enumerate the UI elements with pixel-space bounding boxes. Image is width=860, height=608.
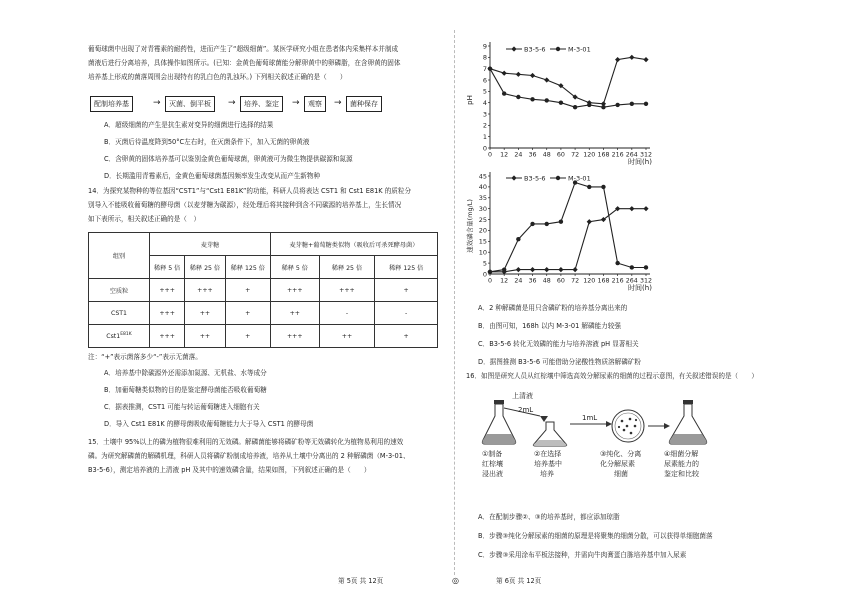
x-tick-label: 12 <box>500 151 509 159</box>
y-tick-label: 7 <box>482 64 487 73</box>
data-point <box>530 73 535 78</box>
data-point <box>545 98 549 102</box>
series-line-M-3-01 <box>490 69 646 108</box>
q16-diagram <box>478 386 718 486</box>
data-point <box>558 267 563 272</box>
x-tick-label: 48 <box>542 277 551 285</box>
row-label-text: Cst1 <box>106 333 121 341</box>
arrow-icon: → <box>334 98 342 108</box>
option: D．长期滥用青霉素后，金黄色葡萄球菌基因频率发生改变从而产生新物种 <box>104 172 321 180</box>
q13-options <box>104 120 353 181</box>
data-point <box>544 267 549 272</box>
q16-options <box>478 512 713 560</box>
row-label <box>89 325 150 348</box>
data-point <box>559 100 563 104</box>
table-cell: +++ <box>270 279 319 302</box>
volume-label-1: 2mL <box>518 406 534 414</box>
option: C．B3-5-6 转化无效磷的能力与培养溶液 pH 显著相关 <box>478 340 639 348</box>
data-point <box>572 267 577 272</box>
stem-line: 15．土壤中 95%以上的磷为植物很难利用的无效磷。解磷菌能够将磷矿粉等无效磷转化为植物易利用的速效 <box>88 438 404 446</box>
table-cell: ++ <box>270 302 319 325</box>
option: A．超级细菌的产生是抗生素对变异的细菌进行选择的结果 <box>104 121 274 129</box>
row-label: 空质粒 <box>89 279 150 302</box>
step-label: 鉴定和比较 <box>664 470 699 478</box>
option: C．含卵黄的固体培养基可以鉴别金黄色葡萄球菌，卵黄液可为微生物提供碳源和氮源 <box>104 155 353 163</box>
y-tick-label: 0 <box>482 144 487 153</box>
legend-label: M-3-01 <box>568 174 591 183</box>
data-point <box>644 265 648 269</box>
data-point <box>516 95 520 99</box>
flask-icon <box>533 422 566 446</box>
data-point <box>587 219 592 224</box>
stem-line: 如下表所示，相关叙述正确的是（ ） <box>88 215 201 223</box>
step-label: 浸出液 <box>482 470 503 478</box>
legend-label: B3-5-6 <box>524 45 546 54</box>
x-tick-label: 36 <box>528 277 537 285</box>
table-header-dilution: 稀释 5 倍 <box>150 256 185 279</box>
option: C．据表推测，CST1 可能与转运葡萄糖进入细胞有关 <box>104 403 260 411</box>
q15-stem <box>88 437 410 475</box>
arrow-head-icon <box>606 421 612 427</box>
table-cell: - <box>375 302 438 325</box>
y-tick-label: 2 <box>482 121 487 130</box>
option: D．据图推测 B3-5-6 可能借助分泌酸性物质溶解磷矿粉 <box>478 358 642 366</box>
x-tick-label: 60 <box>556 277 565 285</box>
data-point <box>502 71 507 76</box>
table-header-maltose: 麦芽糖 <box>150 233 271 256</box>
option: A．培养基中除碳源外还需添加氮源、无机盐、水等成分 <box>104 369 267 377</box>
y-axis-label: 速效磷含量(mg/L) <box>466 199 474 253</box>
series-line-B3-5-6 <box>490 57 646 104</box>
petri-dish-icon <box>612 410 644 442</box>
data-point <box>516 267 521 272</box>
x-tick-label: 60 <box>556 151 565 159</box>
y-tick-label: 40 <box>478 183 487 192</box>
option: A．2 种解磷菌是用只含磷矿粉的培养基分离出来的 <box>478 304 628 312</box>
x-tick-label: 168 <box>597 277 610 285</box>
data-point <box>544 77 549 82</box>
y-tick-label: 10 <box>478 248 487 257</box>
data-point <box>644 102 648 106</box>
flow-step: 灭菌、倒平板 <box>165 96 215 112</box>
y-tick-label: 5 <box>482 259 487 268</box>
data-point <box>629 55 634 60</box>
growth-table <box>88 232 438 348</box>
y-tick-label: 9 <box>482 42 487 51</box>
legend-label: B3-5-6 <box>524 174 546 183</box>
data-point <box>629 206 634 211</box>
arrow-icon: → <box>153 98 161 108</box>
table-row <box>89 325 438 348</box>
step-label: 化分解尿素 <box>600 460 635 468</box>
table-cell: ++ <box>319 325 375 348</box>
x-tick-label: 36 <box>528 151 537 159</box>
y-tick-label: 4 <box>482 98 487 107</box>
x-tick-label: 216 <box>611 277 624 285</box>
x-tick-label: 312 <box>639 151 653 159</box>
x-tick-label: 72 <box>571 151 580 159</box>
x-tick-label: 0 <box>487 151 493 159</box>
table-cell: + <box>375 279 438 302</box>
data-point <box>601 105 605 109</box>
x-tick-label: 0 <box>487 277 493 285</box>
data-point <box>530 267 535 272</box>
flow-step: 菌种保存 <box>346 96 382 112</box>
table-cell: +++ <box>319 279 375 302</box>
y-tick-label: 3 <box>482 110 487 119</box>
y-tick-label: 45 <box>478 172 487 181</box>
table-cell: ++ <box>185 325 225 348</box>
legend-marker <box>511 46 516 51</box>
arrow-icon: → <box>228 98 236 108</box>
option: B．加葡萄糖类似物的目的是鉴定酵母菌能否吸收葡萄糖 <box>104 386 267 394</box>
table-header-maltose-analog: 麦芽糖+葡萄糖类似物（吸收后可杀死酵母菌） <box>270 233 437 256</box>
q14-options <box>104 368 313 429</box>
flow-step: 配制培养基 <box>90 96 133 112</box>
supernatant-label: 上清液 <box>512 392 533 400</box>
table-header-dilution: 稀释 125 倍 <box>375 256 438 279</box>
legend-marker <box>556 47 560 51</box>
x-tick-label: 120 <box>583 277 596 285</box>
table-cell: +++ <box>185 279 225 302</box>
x-tick-label: 12 <box>500 277 509 285</box>
legend-marker <box>511 175 516 180</box>
intro-line: 菌液后进行分离培养，具体操作如图所示。(已知：金黄色葡萄球菌能分解卵黄中的卵磷脂，在含卵黄的固体 <box>88 59 401 67</box>
x-tick-label: 48 <box>542 151 551 159</box>
table-cell: + <box>225 325 270 348</box>
table-cell: + <box>375 325 438 348</box>
x-axis-label: 时间(h) <box>628 158 652 166</box>
data-point <box>587 185 591 189</box>
x-tick-label: 168 <box>597 151 610 159</box>
center-mark: ◎ <box>452 576 459 585</box>
step-label: ③纯化、分离 <box>600 450 642 458</box>
series-line-B3-5-6 <box>490 209 646 272</box>
y-tick-label: 25 <box>478 215 487 224</box>
stem-line: 14．为探究某物种的等位基因“CST1”与“Cst1 E81K”的功能，科研人员将表达 CST1 和 Cst1 E81K 的质粒分 <box>88 187 412 195</box>
table-cell: ++ <box>185 302 225 325</box>
option: A．在配制步骤②、③的培养基时，都应添加琼脂 <box>478 513 620 521</box>
flask-icon <box>482 400 515 444</box>
data-point <box>502 91 506 95</box>
flow-step: 培养、鉴定 <box>240 96 283 112</box>
step-label: 培养基中 <box>534 460 562 468</box>
q15-options <box>478 303 641 367</box>
table-cell: +++ <box>150 302 185 325</box>
table-note: 注：“+”表示菌落多少“-”表示无菌落。 <box>88 353 202 361</box>
volume-label-2: 1mL <box>582 414 598 422</box>
x-tick-label: 24 <box>514 277 523 285</box>
y-tick-label: 20 <box>478 226 487 235</box>
q13-intro <box>88 44 448 82</box>
table-row <box>89 302 438 325</box>
step-label: ①制备 <box>482 450 503 458</box>
table-row <box>89 279 438 302</box>
table-header-dilution: 稀释 25 倍 <box>319 256 375 279</box>
table-header-group: 组别 <box>89 233 150 279</box>
stem-line: 别导入不能吸收葡萄糖的酵母菌（以麦芽糖为碳源），经处理后将其接种到含不同碳源的培养基上，生长情况 <box>88 201 402 209</box>
ph-chart <box>462 38 662 166</box>
x-tick-label: 72 <box>571 277 580 285</box>
table-cell: +++ <box>270 325 319 348</box>
data-point <box>530 97 534 101</box>
table-cell: + <box>225 302 270 325</box>
data-point <box>530 222 534 226</box>
phosphorus-chart <box>462 168 662 300</box>
y-tick-label: 0 <box>482 270 487 279</box>
y-axis-label: pH <box>466 95 474 105</box>
data-point <box>516 72 521 77</box>
table-header-dilution: 稀释 5 倍 <box>270 256 319 279</box>
table-cell: +++ <box>150 325 185 348</box>
data-point <box>545 222 549 226</box>
x-tick-label: 24 <box>514 151 523 159</box>
legend-marker <box>556 176 560 180</box>
intro-line: 葡萄球菌中出现了对青霉素的耐药性，进而产生了“超级细菌”。某医学研究小组在患者体内采集样本并制成 <box>88 45 399 53</box>
option: C．步骤③采用涂布平板法接种，并需向牛肉膏蛋白胨培养基中加入尿素 <box>478 551 687 559</box>
data-point <box>502 267 506 271</box>
page-footer-left: 第 5页 共 12页 <box>338 577 384 585</box>
data-point <box>488 66 492 70</box>
y-tick-label: 5 <box>482 87 487 96</box>
row-label-sup: E81K <box>120 331 132 337</box>
data-point <box>643 57 648 62</box>
flask-icon <box>669 400 706 444</box>
step-label: ④细菌分解 <box>664 450 699 458</box>
y-tick-label: 15 <box>478 237 487 246</box>
y-tick-label: 30 <box>478 204 487 213</box>
x-tick-label: 312 <box>639 277 653 285</box>
q14-stem <box>88 186 411 224</box>
option: B．由图可知，168h 以内 M-3-01 解磷能力较强 <box>478 322 621 330</box>
y-tick-label: 6 <box>482 76 487 85</box>
data-point <box>615 261 619 265</box>
data-point <box>587 103 591 107</box>
data-point <box>488 270 492 274</box>
data-point <box>643 206 648 211</box>
table-header-dilution: 稀释 25 倍 <box>185 256 225 279</box>
step-label: 培养 <box>540 470 554 478</box>
step-label: 尿素能力的 <box>664 460 699 468</box>
x-tick-label: 264 <box>625 277 638 285</box>
data-point <box>630 265 634 269</box>
x-tick-label: 216 <box>611 151 624 159</box>
step-label: ②在选择 <box>534 450 562 458</box>
table-cell: + <box>225 279 270 302</box>
y-tick-label: 35 <box>478 194 487 203</box>
x-tick-label: 264 <box>625 151 638 159</box>
table-cell: +++ <box>150 279 185 302</box>
table-header-dilution: 稀释 125 倍 <box>225 256 270 279</box>
data-point <box>573 105 577 109</box>
y-tick-label: 1 <box>482 132 487 141</box>
row-label: CST1 <box>89 302 150 325</box>
step-label: 细菌 <box>614 470 628 478</box>
option: D．导入 Cst1 E81K 的酵母菌吸收葡萄糖能力大于导入 CST1 的酵母菌 <box>104 420 314 428</box>
step-label: 红棕壤 <box>482 460 503 468</box>
series-line-M-3-01 <box>490 183 646 272</box>
stem-line: B3-5-6），测定培养液的上清液 pH 及其中的速效磷含量，结果如图，下列叙述正确的是（ ） <box>88 466 371 474</box>
option: B．灭菌后待温度降到50°C左右时，在灭菌条件下，加入无菌的卵黄液 <box>104 138 310 146</box>
intro-line: 培养基上形成的菌落周围会出现特有的乳白色的乳浊环。) 下列相关叙述正确的是（ ） <box>88 73 347 81</box>
x-axis-label: 时间(h) <box>628 284 652 292</box>
data-point <box>559 220 563 224</box>
data-point <box>601 185 605 189</box>
data-point <box>615 57 620 62</box>
arrow-icon: → <box>292 98 300 108</box>
arrow-head-icon <box>664 423 670 429</box>
legend-label: M-3-01 <box>568 45 591 54</box>
data-point <box>630 102 634 106</box>
q16-stem: 16．如图是研究人员从红棕壤中筛选高效分解尿素的细菌的过程示意图，有关叙述错误的是（ ） <box>466 372 758 380</box>
flow-step: 观察 <box>304 96 326 112</box>
y-tick-label: 8 <box>482 53 487 62</box>
table-cell: - <box>319 302 375 325</box>
page-divider <box>454 30 455 575</box>
page-footer-right: 第 6页 共 12页 <box>496 577 542 585</box>
option: B．步骤③纯化分解尿素的细菌的原理是将聚集的细菌分散，可以获得单细胞菌落 <box>478 532 713 540</box>
x-tick-label: 120 <box>583 151 596 159</box>
data-point <box>516 237 520 241</box>
stem-line: 磷。为研究解磷菌的解磷机理，科研人员将磷矿粉制成培养液，培养从土壤中分离出的 2 种解磷菌（M-3-01、 <box>88 452 410 460</box>
data-point <box>615 103 619 107</box>
